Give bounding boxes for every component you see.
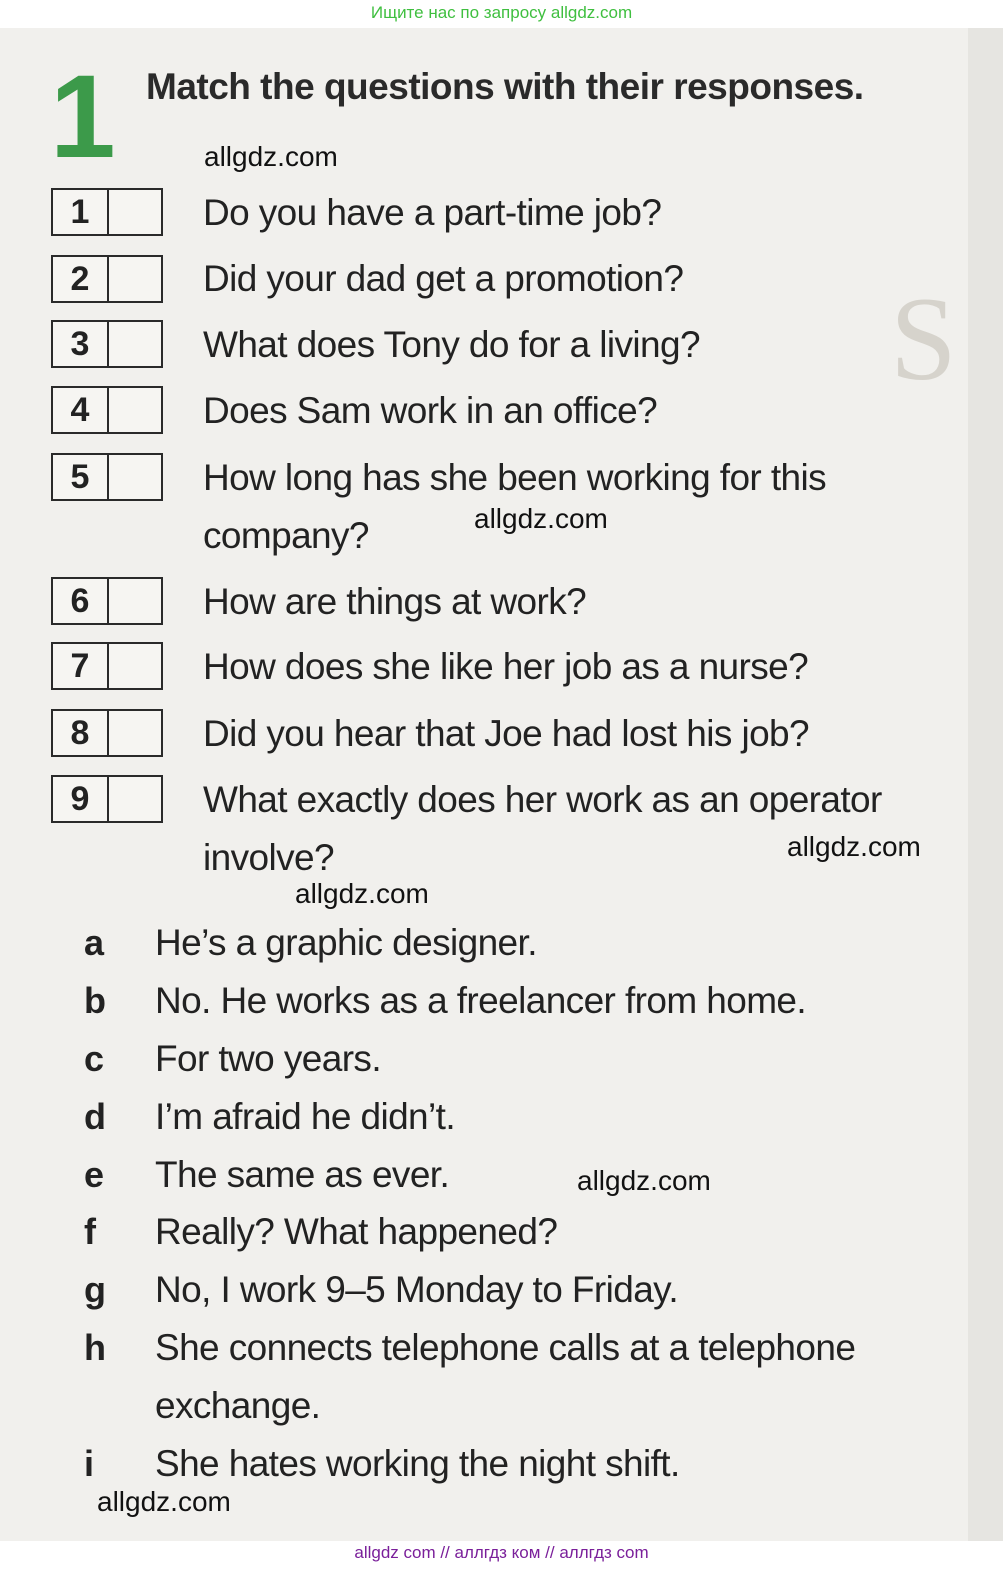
question-number: 4	[53, 388, 109, 432]
response-text-continued: exchange.	[155, 1385, 321, 1426]
question-text: Did you hear that Joe had lost his job?	[203, 713, 809, 754]
question-box	[51, 642, 163, 690]
response-text: She hates working the night shift.	[155, 1443, 680, 1484]
response-letter: e	[84, 1154, 105, 1195]
watermark: allgdz.com	[204, 141, 338, 172]
response-letter: h	[84, 1327, 106, 1368]
response-letter: a	[84, 922, 105, 963]
question-box	[51, 320, 163, 368]
answer-field[interactable]	[109, 190, 161, 234]
question-text: How are things at work?	[203, 581, 587, 622]
answer-field[interactable]	[109, 257, 161, 301]
page-edge-shade	[968, 28, 1003, 1551]
response-letter: c	[84, 1038, 105, 1079]
question-text: How long has she been working for this	[203, 457, 827, 498]
watermark: allgdz.com	[577, 1165, 711, 1196]
watermark: allgdz.com	[787, 831, 921, 862]
question-number: 6	[53, 579, 109, 623]
response-text: No. He works as a freelancer from home.	[155, 980, 807, 1021]
question-box	[51, 255, 163, 303]
response-text: He’s a graphic designer.	[155, 922, 537, 963]
response-text: She connects telephone calls at a telephone	[155, 1327, 856, 1368]
question-text: What does Tony do for a living?	[203, 324, 700, 365]
question-box	[51, 188, 163, 236]
question-text: Does Sam work in an office?	[203, 390, 658, 431]
answer-field[interactable]	[109, 579, 161, 623]
question-box	[51, 709, 163, 757]
bottom-banner-text[interactable]: allgdz com // аллгдз ком // аллгдз com	[354, 1543, 649, 1562]
top-banner-text[interactable]: Ищите нас по запросу allgdz.com	[370, 3, 633, 22]
answer-field[interactable]	[109, 388, 161, 432]
question-text: What exactly does her work as an operator	[203, 779, 882, 820]
bleed-through-letter: S	[890, 272, 957, 405]
watermark: allgdz.com	[474, 503, 608, 534]
response-letter: f	[84, 1211, 96, 1252]
exercise-number: 1	[50, 51, 112, 183]
answer-field[interactable]	[109, 322, 161, 366]
response-text: Really? What happened?	[155, 1211, 558, 1252]
response-letter: i	[84, 1443, 95, 1484]
response-letter: d	[84, 1096, 106, 1137]
question-number: 5	[53, 455, 109, 499]
question-box	[51, 775, 163, 823]
response-letter: g	[84, 1269, 106, 1310]
question-number: 8	[53, 711, 109, 755]
watermark: allgdz.com	[97, 1486, 231, 1517]
response-text: The same as ever.	[155, 1154, 450, 1195]
question-text: How does she like her job as a nurse?	[203, 646, 809, 687]
question-box	[51, 577, 163, 625]
question-text: Did your dad get a promotion?	[203, 258, 684, 299]
response-text: I’m afraid he didn’t.	[155, 1096, 456, 1137]
question-number: 9	[53, 777, 109, 821]
question-number: 2	[53, 257, 109, 301]
exercise-title: Match the questions with their responses.	[146, 66, 864, 107]
question-number: 7	[53, 644, 109, 688]
question-text: Do you have a part-time job?	[203, 192, 662, 233]
question-number: 3	[53, 322, 109, 366]
watermark: allgdz.com	[295, 878, 429, 909]
question-box	[51, 386, 163, 434]
response-text: For two years.	[155, 1038, 381, 1079]
question-text-continued: company?	[203, 515, 369, 556]
answer-field[interactable]	[109, 455, 161, 499]
response-text: No, I work 9–5 Monday to Friday.	[155, 1269, 679, 1310]
response-letter: b	[84, 980, 106, 1021]
answer-field[interactable]	[109, 777, 161, 821]
answer-field[interactable]	[109, 711, 161, 755]
question-number: 1	[53, 190, 109, 234]
question-box	[51, 453, 163, 501]
question-text-continued: involve?	[203, 837, 334, 878]
answer-field[interactable]	[109, 644, 161, 688]
